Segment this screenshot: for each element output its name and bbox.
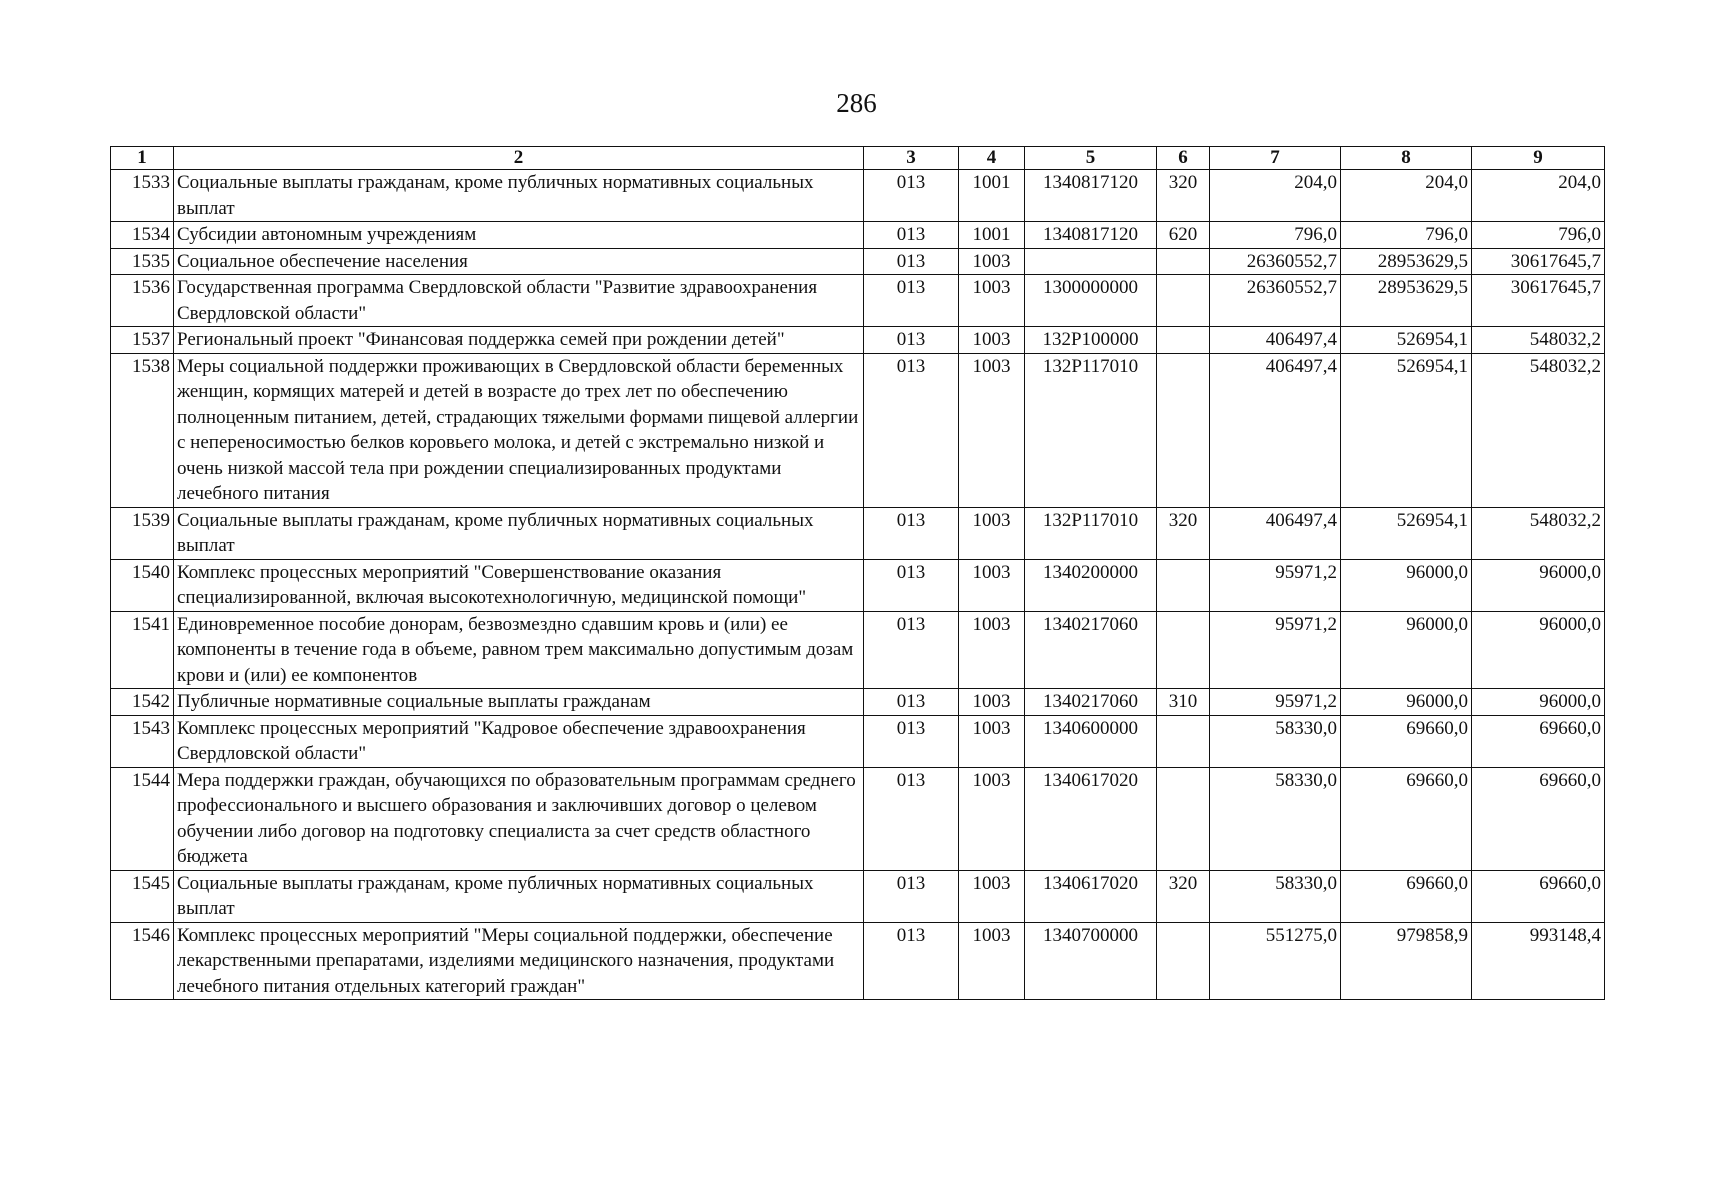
ministry-code-cell: 013 (864, 170, 959, 222)
ministry-code-cell: 013 (864, 922, 959, 1000)
amount-col9-cell: 96000,0 (1472, 559, 1605, 611)
amount-col7-cell: 58330,0 (1210, 767, 1341, 870)
amount-col7-cell: 406497,4 (1210, 507, 1341, 559)
table-row (111, 715, 1605, 767)
description-cell: Социальные выплаты гражданам, кроме публичных нормативных социальных выплат (174, 507, 864, 559)
amount-col9-cell: 204,0 (1472, 170, 1605, 222)
row-number-cell: 1543 (111, 715, 174, 767)
amount-col9-cell: 96000,0 (1472, 689, 1605, 716)
table-row (111, 222, 1605, 249)
expense-type-cell (1157, 559, 1210, 611)
amount-col8-cell: 69660,0 (1341, 870, 1472, 922)
budget-table (110, 146, 1605, 1000)
amount-col9-cell: 548032,2 (1472, 327, 1605, 354)
amount-col9-cell: 548032,2 (1472, 353, 1605, 507)
expense-type-cell (1157, 715, 1210, 767)
table-row (111, 559, 1605, 611)
amount-col8-cell: 96000,0 (1341, 611, 1472, 689)
expense-type-cell (1157, 611, 1210, 689)
amount-col7-cell: 26360552,7 (1210, 248, 1341, 275)
row-number-cell: 1544 (111, 767, 174, 870)
expense-type-cell (1157, 248, 1210, 275)
amount-col9-cell: 796,0 (1472, 222, 1605, 249)
table-row (111, 870, 1605, 922)
amount-col7-cell: 26360552,7 (1210, 275, 1341, 327)
expense-type-cell: 320 (1157, 870, 1210, 922)
column-header: 3 (864, 147, 959, 170)
section-code-cell: 1003 (959, 689, 1025, 716)
section-code-cell: 1003 (959, 353, 1025, 507)
amount-col7-cell: 406497,4 (1210, 327, 1341, 354)
ministry-code-cell: 013 (864, 248, 959, 275)
amount-col8-cell: 28953629,5 (1341, 275, 1472, 327)
amount-col7-cell: 58330,0 (1210, 870, 1341, 922)
column-header: 6 (1157, 147, 1210, 170)
description-cell: Региональный проект "Финансовая поддержка семей при рождении детей" (174, 327, 864, 354)
description-cell: Меры социальной поддержки проживающих в Свердловской области беременных женщин, кормящих матерей и детей в возрасте до трех лет по обеспечению полноценным питанием, детей, страдающих тяжелыми формами пищевой аллергии с непереносимостью белков коровьего молока, и детей с экстремально низкой и очень низкой массой тела при рождении специализированных продуктами лечебного питания (174, 353, 864, 507)
section-code-cell: 1003 (959, 922, 1025, 1000)
description-cell: Государственная программа Свердловской области "Развитие здравоохранения Свердловской области" (174, 275, 864, 327)
amount-col8-cell: 526954,1 (1341, 507, 1472, 559)
amount-col8-cell: 526954,1 (1341, 353, 1472, 507)
column-header: 1 (111, 147, 174, 170)
target-article-cell (1025, 248, 1157, 275)
table-row (111, 353, 1605, 507)
target-article-cell: 1340200000 (1025, 559, 1157, 611)
section-code-cell: 1003 (959, 870, 1025, 922)
description-cell: Мера поддержки граждан, обучающихся по образовательным программам среднего профессионального и высшего образования и заключивших договор о целевом обучении либо договор на подготовку специалиста за счет средств областного бюджета (174, 767, 864, 870)
header-row (111, 147, 1605, 170)
column-header: 8 (1341, 147, 1472, 170)
ministry-code-cell: 013 (864, 611, 959, 689)
section-code-cell: 1003 (959, 507, 1025, 559)
amount-col8-cell: 526954,1 (1341, 327, 1472, 354)
row-number-cell: 1545 (111, 870, 174, 922)
description-cell: Комплекс процессных мероприятий "Совершенствование оказания специализированной, включая высокотехнологичную, медицинской помощи" (174, 559, 864, 611)
section-code-cell: 1003 (959, 248, 1025, 275)
row-number-cell: 1542 (111, 689, 174, 716)
amount-col8-cell: 28953629,5 (1341, 248, 1472, 275)
amount-col7-cell: 95971,2 (1210, 611, 1341, 689)
row-number-cell: 1541 (111, 611, 174, 689)
section-code-cell: 1003 (959, 327, 1025, 354)
row-number-cell: 1540 (111, 559, 174, 611)
table-body (111, 170, 1605, 1000)
ministry-code-cell: 013 (864, 222, 959, 249)
table-row (111, 611, 1605, 689)
description-cell: Субсидии автономным учреждениям (174, 222, 864, 249)
target-article-cell: 1340617020 (1025, 767, 1157, 870)
table-row (111, 275, 1605, 327)
target-article-cell: 1340700000 (1025, 922, 1157, 1000)
ministry-code-cell: 013 (864, 870, 959, 922)
section-code-cell: 1003 (959, 715, 1025, 767)
row-number-cell: 1535 (111, 248, 174, 275)
expense-type-cell (1157, 275, 1210, 327)
target-article-cell: 1340600000 (1025, 715, 1157, 767)
expense-type-cell: 320 (1157, 507, 1210, 559)
amount-col8-cell: 979858,9 (1341, 922, 1472, 1000)
description-cell: Социальные выплаты гражданам, кроме публичных нормативных социальных выплат (174, 870, 864, 922)
expense-type-cell: 320 (1157, 170, 1210, 222)
target-article-cell: 1340817120 (1025, 222, 1157, 249)
column-header: 4 (959, 147, 1025, 170)
description-cell: Единовременное пособие донорам, безвозмездно сдавшим кровь и (или) ее компоненты в течение года в объеме, равном трем максимально допустимым дозам крови и (или) ее компонентов (174, 611, 864, 689)
page-number: 286 (836, 88, 877, 118)
column-header: 9 (1472, 147, 1605, 170)
target-article-cell: 1340217060 (1025, 611, 1157, 689)
ministry-code-cell: 013 (864, 559, 959, 611)
amount-col9-cell: 30617645,7 (1472, 248, 1605, 275)
amount-col8-cell: 204,0 (1341, 170, 1472, 222)
amount-col9-cell: 548032,2 (1472, 507, 1605, 559)
target-article-cell: 1340817120 (1025, 170, 1157, 222)
row-number-cell: 1533 (111, 170, 174, 222)
section-code-cell: 1001 (959, 170, 1025, 222)
expense-type-cell (1157, 327, 1210, 354)
description-cell: Социальное обеспечение населения (174, 248, 864, 275)
expense-type-cell (1157, 922, 1210, 1000)
amount-col7-cell: 204,0 (1210, 170, 1341, 222)
amount-col7-cell: 95971,2 (1210, 689, 1341, 716)
target-article-cell: 132P117010 (1025, 507, 1157, 559)
target-article-cell: 132P117010 (1025, 353, 1157, 507)
table-row (111, 922, 1605, 1000)
table-row (111, 689, 1605, 716)
amount-col9-cell: 993148,4 (1472, 922, 1605, 1000)
row-number-cell: 1546 (111, 922, 174, 1000)
table-row (111, 767, 1605, 870)
ministry-code-cell: 013 (864, 507, 959, 559)
column-header: 5 (1025, 147, 1157, 170)
row-number-cell: 1534 (111, 222, 174, 249)
amount-col7-cell: 406497,4 (1210, 353, 1341, 507)
amount-col9-cell: 69660,0 (1472, 870, 1605, 922)
ministry-code-cell: 013 (864, 275, 959, 327)
amount-col8-cell: 69660,0 (1341, 767, 1472, 870)
ministry-code-cell: 013 (864, 689, 959, 716)
ministry-code-cell: 013 (864, 327, 959, 354)
amount-col9-cell: 96000,0 (1472, 611, 1605, 689)
section-code-cell: 1001 (959, 222, 1025, 249)
column-header: 7 (1210, 147, 1341, 170)
expense-type-cell (1157, 767, 1210, 870)
row-number-cell: 1538 (111, 353, 174, 507)
section-code-cell: 1003 (959, 611, 1025, 689)
ministry-code-cell: 013 (864, 767, 959, 870)
description-cell: Комплекс процессных мероприятий "Кадровое обеспечение здравоохранения Свердловской области" (174, 715, 864, 767)
amount-col8-cell: 96000,0 (1341, 689, 1472, 716)
description-cell: Комплекс процессных мероприятий "Меры социальной поддержки, обеспечение лекарственными препаратами, изделиями медицинского назначения, продуктами лечебного питания отдельных категорий граждан" (174, 922, 864, 1000)
section-code-cell: 1003 (959, 767, 1025, 870)
ministry-code-cell: 013 (864, 715, 959, 767)
target-article-cell: 1340617020 (1025, 870, 1157, 922)
amount-col7-cell: 796,0 (1210, 222, 1341, 249)
table-row (111, 170, 1605, 222)
amount-col7-cell: 95971,2 (1210, 559, 1341, 611)
table-row (111, 248, 1605, 275)
amount-col9-cell: 69660,0 (1472, 715, 1605, 767)
table-row (111, 327, 1605, 354)
description-cell: Социальные выплаты гражданам, кроме публичных нормативных социальных выплат (174, 170, 864, 222)
expense-type-cell (1157, 353, 1210, 507)
section-code-cell: 1003 (959, 275, 1025, 327)
amount-col7-cell: 551275,0 (1210, 922, 1341, 1000)
row-number-cell: 1539 (111, 507, 174, 559)
amount-col7-cell: 58330,0 (1210, 715, 1341, 767)
amount-col9-cell: 69660,0 (1472, 767, 1605, 870)
ministry-code-cell: 013 (864, 353, 959, 507)
amount-col8-cell: 796,0 (1341, 222, 1472, 249)
target-article-cell: 132P100000 (1025, 327, 1157, 354)
table-row (111, 507, 1605, 559)
amount-col8-cell: 96000,0 (1341, 559, 1472, 611)
row-number-cell: 1536 (111, 275, 174, 327)
expense-type-cell: 310 (1157, 689, 1210, 716)
amount-col9-cell: 30617645,7 (1472, 275, 1605, 327)
description-cell: Публичные нормативные социальные выплаты гражданам (174, 689, 864, 716)
column-header: 2 (174, 147, 864, 170)
row-number-cell: 1537 (111, 327, 174, 354)
section-code-cell: 1003 (959, 559, 1025, 611)
target-article-cell: 1300000000 (1025, 275, 1157, 327)
amount-col8-cell: 69660,0 (1341, 715, 1472, 767)
target-article-cell: 1340217060 (1025, 689, 1157, 716)
expense-type-cell: 620 (1157, 222, 1210, 249)
